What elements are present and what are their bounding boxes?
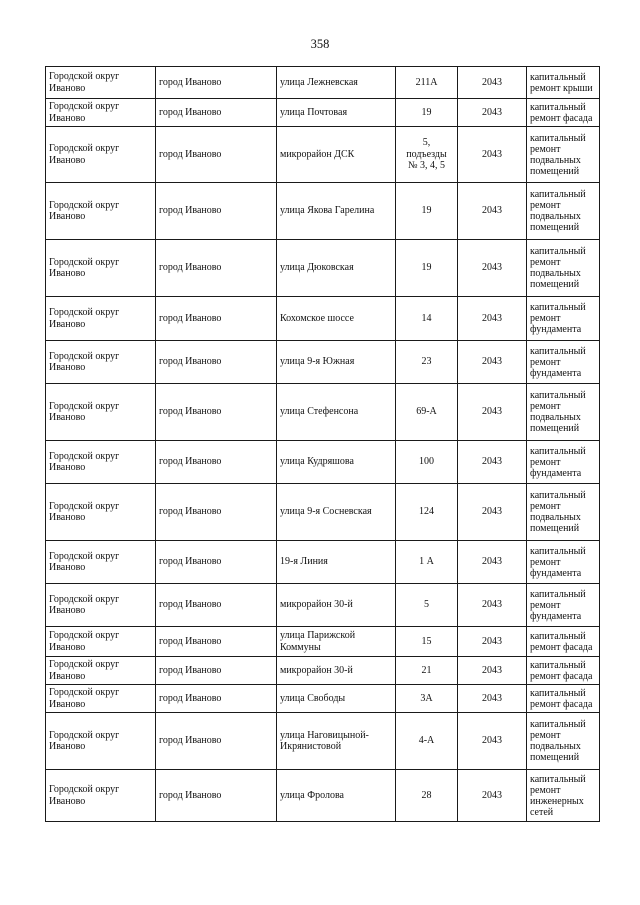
cell-city: город Иваново (156, 627, 277, 657)
cell-street: улица Свободы (277, 685, 396, 713)
table-row (46, 297, 600, 341)
cell-year: 2043 (458, 127, 527, 183)
cell-street: улица Стефенсона (277, 384, 396, 441)
cell-house: 211А (396, 67, 458, 99)
cell-house: 124 (396, 484, 458, 541)
cell-house: 23 (396, 341, 458, 384)
cell-okrug: Городской округ Иваново (46, 67, 156, 99)
cell-street: улица Дюковская (277, 240, 396, 297)
cell-year: 2043 (458, 240, 527, 297)
cell-city: город Иваново (156, 484, 277, 541)
cell-house: 14 (396, 297, 458, 341)
cell-city: город Иваново (156, 541, 277, 584)
cell-work: капитальный ремонт фундамента (527, 541, 600, 584)
cell-city: город Иваново (156, 127, 277, 183)
table-row (46, 384, 600, 441)
cell-street: улица Лежневская (277, 67, 396, 99)
table-row (46, 127, 600, 183)
cell-okrug: Городской округ Иваново (46, 713, 156, 770)
cell-street: микрорайон ДСК (277, 127, 396, 183)
cell-year: 2043 (458, 541, 527, 584)
cell-work: капитальный ремонт инженерных сетей (527, 770, 600, 822)
cell-city: город Иваново (156, 384, 277, 441)
cell-okrug: Городской округ Иваново (46, 240, 156, 297)
cell-street: улица Почтовая (277, 99, 396, 127)
cell-city: город Иваново (156, 657, 277, 685)
cell-house: 19 (396, 183, 458, 240)
cell-city: город Иваново (156, 441, 277, 484)
table-row (46, 441, 600, 484)
cell-year: 2043 (458, 99, 527, 127)
cell-street: улица 9-я Южная (277, 341, 396, 384)
cell-okrug: Городской округ Иваново (46, 341, 156, 384)
table-row (46, 341, 600, 384)
table-row (46, 627, 600, 657)
cell-house: 19 (396, 240, 458, 297)
cell-city: город Иваново (156, 297, 277, 341)
cell-year: 2043 (458, 770, 527, 822)
cell-work: капитальный ремонт фундамента (527, 341, 600, 384)
table-row (46, 484, 600, 541)
table-row (46, 770, 600, 822)
cell-street: 19-я Линия (277, 541, 396, 584)
cell-house: 3А (396, 685, 458, 713)
cell-city: город Иваново (156, 240, 277, 297)
cell-okrug: Городской округ Иваново (46, 484, 156, 541)
cell-house: 28 (396, 770, 458, 822)
cell-city: город Иваново (156, 183, 277, 240)
cell-street: улица Наговицыной-Икрянистовой (277, 713, 396, 770)
cell-year: 2043 (458, 183, 527, 240)
cell-work: капитальный ремонт фундамента (527, 441, 600, 484)
cell-street: микрорайон 30-й (277, 584, 396, 627)
table-row (46, 713, 600, 770)
cell-okrug: Городской округ Иваново (46, 441, 156, 484)
cell-work: капитальный ремонт фундамента (527, 297, 600, 341)
cell-work: капитальный ремонт фасада (527, 99, 600, 127)
cell-year: 2043 (458, 584, 527, 627)
cell-work: капитальный ремонт фундамента (527, 584, 600, 627)
cell-work: капитальный ремонт фасада (527, 657, 600, 685)
table-row (46, 541, 600, 584)
cell-okrug: Городской округ Иваново (46, 99, 156, 127)
cell-okrug: Городской округ Иваново (46, 685, 156, 713)
cell-house: 21 (396, 657, 458, 685)
cell-work: капитальный ремонт фасада (527, 685, 600, 713)
repair-register-table (45, 66, 600, 822)
table-row (46, 67, 600, 99)
cell-house: 19 (396, 99, 458, 127)
cell-house: 69-А (396, 384, 458, 441)
cell-okrug: Городской округ Иваново (46, 584, 156, 627)
cell-year: 2043 (458, 685, 527, 713)
cell-year: 2043 (458, 484, 527, 541)
cell-year: 2043 (458, 441, 527, 484)
cell-work: капитальный ремонт подвальных помещений (527, 484, 600, 541)
cell-okrug: Городской округ Иваново (46, 297, 156, 341)
cell-work: капитальный ремонт фасада (527, 627, 600, 657)
table-body (46, 67, 600, 822)
cell-city: город Иваново (156, 341, 277, 384)
cell-city: город Иваново (156, 770, 277, 822)
cell-okrug: Городской округ Иваново (46, 770, 156, 822)
table-row (46, 584, 600, 627)
cell-okrug: Городской округ Иваново (46, 183, 156, 240)
cell-city: город Иваново (156, 67, 277, 99)
cell-year: 2043 (458, 627, 527, 657)
cell-street: улица Парижской Коммуны (277, 627, 396, 657)
cell-street: микрорайон 30-й (277, 657, 396, 685)
cell-street: Кохомское шоссе (277, 297, 396, 341)
table-row (46, 240, 600, 297)
table-row (46, 685, 600, 713)
cell-okrug: Городской округ Иваново (46, 541, 156, 584)
cell-city: город Иваново (156, 685, 277, 713)
cell-city: город Иваново (156, 713, 277, 770)
cell-house: 4-А (396, 713, 458, 770)
cell-year: 2043 (458, 713, 527, 770)
cell-year: 2043 (458, 384, 527, 441)
cell-house: 5 (396, 584, 458, 627)
cell-okrug: Городской округ Иваново (46, 627, 156, 657)
table-row (46, 99, 600, 127)
cell-house: 1 А (396, 541, 458, 584)
cell-year: 2043 (458, 341, 527, 384)
cell-house: 15 (396, 627, 458, 657)
cell-okrug: Городской округ Иваново (46, 127, 156, 183)
page-number: 358 (310, 37, 330, 51)
cell-okrug: Городской округ Иваново (46, 384, 156, 441)
cell-year: 2043 (458, 657, 527, 685)
cell-work: капитальный ремонт подвальных помещений (527, 384, 600, 441)
cell-city: город Иваново (156, 584, 277, 627)
cell-work: капитальный ремонт подвальных помещений (527, 183, 600, 240)
table-row (46, 657, 600, 685)
cell-city: город Иваново (156, 99, 277, 127)
cell-work: капитальный ремонт подвальных помещений (527, 240, 600, 297)
cell-house: 5, подъезды № 3, 4, 5 (396, 127, 458, 183)
cell-work: капитальный ремонт крыши (527, 67, 600, 99)
cell-year: 2043 (458, 67, 527, 99)
cell-street: улица Якова Гарелина (277, 183, 396, 240)
cell-work: капитальный ремонт подвальных помещений (527, 127, 600, 183)
cell-okrug: Городской округ Иваново (46, 657, 156, 685)
cell-year: 2043 (458, 297, 527, 341)
cell-house: 100 (396, 441, 458, 484)
cell-work: капитальный ремонт подвальных помещений (527, 713, 600, 770)
table-row (46, 183, 600, 240)
cell-street: улица 9-я Сосневская (277, 484, 396, 541)
cell-street: улица Кудряшова (277, 441, 396, 484)
cell-street: улица Фролова (277, 770, 396, 822)
